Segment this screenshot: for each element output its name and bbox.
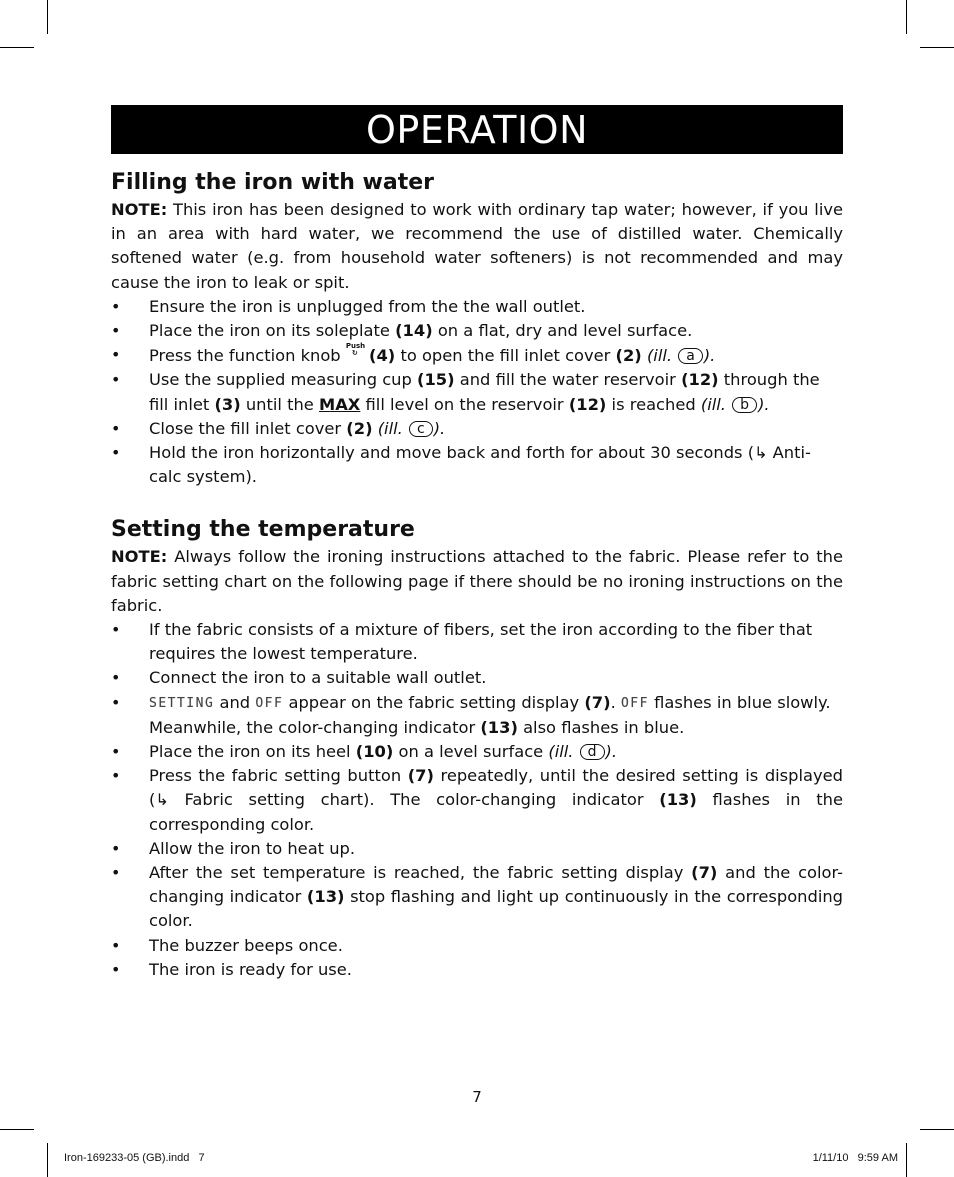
section-filling [111,168,843,489]
lcd-text: SETTING [149,695,215,711]
illustration-badge: c [409,421,433,437]
part-ref: (7) [584,692,611,712]
part-ref: (3) [214,394,241,414]
ill-suffix: ). [433,418,446,438]
item-text: to open the fill inlet cover [400,346,611,366]
crop-mark [906,0,907,34]
part-ref: (13) [480,717,518,737]
lcd-text: OFF [620,695,649,711]
list-item [111,618,843,666]
section-banner [111,105,843,154]
ill-prefix: (ill. [548,742,574,762]
section-temperature [111,515,843,982]
illustration-badge: d [580,744,605,760]
item-text: The buzzer beeps once. [149,935,343,955]
page-content [111,168,843,982]
part-ref: (12) [568,394,607,414]
item-text: is reached [611,394,696,414]
arrow-icon: ↳ [754,443,768,463]
item-text: Press the fabric setting button [149,766,402,786]
section-heading: Filling the iron with water [111,170,435,195]
note-paragraph [111,198,843,295]
item-text: Ensure the iron is unplugged from the the wall outlet. [149,296,586,316]
instruction-list [111,295,843,490]
item-text: Hold the iron horizontally and move back and forth for about 30 seconds ( [149,443,755,463]
list-item [111,691,843,740]
ill-prefix: (ill. [646,346,673,366]
item-text: on a flat, dry and level surface. [437,321,693,341]
list-item [111,368,843,416]
part-ref: (2) [346,418,373,438]
item-text: If the fabric consists of a mixture of fibers, set the iron according to the fiber that requires the lowest temperature. [149,620,813,664]
crop-mark [920,1129,954,1130]
item-text: until the [245,394,314,414]
crop-mark [47,0,48,34]
item-text: on a level surface [398,742,544,762]
crop-mark [920,47,954,48]
list-item [111,295,843,319]
note-paragraph [111,545,843,618]
list-item [111,441,843,489]
item-text: and fill the water reservoir [459,370,676,390]
part-ref: (4) [369,346,396,366]
note-label: NOTE: [111,200,168,219]
item-text: Place the iron on its heel [149,742,351,762]
list-item [111,666,843,690]
item-text: The iron is ready for use. [149,959,352,979]
page-number: 7 [472,1088,482,1106]
knob-label: Push [345,342,366,351]
part-ref: (15) [417,370,455,390]
item-text: fill level on the reservoir [365,394,564,414]
part-ref: (10) [355,742,394,762]
ill-prefix: (ill. [377,418,403,438]
part-ref: (7) [407,766,434,786]
item-text: flashes in blue slowly. Meanwhile, the color-changing indicator [149,692,831,737]
list-item [111,764,843,837]
list-item [111,934,843,958]
part-ref: (7) [691,863,718,883]
item-text: stop flashing and light up continuously in the corresponding color. [149,887,843,931]
note-text: Always follow the ironing instructions attached to the fabric. Please refer to the fabric setting chart on the following page if there should be no ironing instructions on the fabric. [111,547,843,615]
item-text: Connect the iron to a suitable wall outlet. [149,668,487,688]
item-text: Use the supplied measuring cup [149,370,412,390]
list-item [111,417,843,441]
item-text: flashes in the corresponding color. [149,790,843,834]
ill-prefix: (ill. [700,394,726,414]
item-text: also flashes in blue. [523,717,685,737]
item-text: Close the fill inlet cover [149,418,342,438]
note-text: This iron has been designed to work with ordinary tap water; however, if you live in an area with hard water, we recommend the use of distilled water. Chemically softened water (e.g. from household water softeners) is not recommended and may cause the iron to leak or spit. [111,200,843,292]
item-text: appear on the fabric setting display [288,692,580,712]
list-item [111,319,843,343]
crop-mark [0,47,34,48]
item-text: Place the iron on its soleplate [149,321,390,341]
item-text: through the fill inlet [149,370,820,414]
item-text: and [219,692,251,712]
list-item [111,343,843,368]
print-slug-timestamp: 1/11/10 9:59 AM [812,1152,898,1164]
list-item [111,958,843,982]
item-text: Press the function knob [149,346,341,366]
ill-suffix: ). [703,346,716,366]
item-text: repeatedly, until the desired setting is displayed ( [149,766,843,810]
item-text: . [610,692,616,712]
note-label: NOTE: [111,547,168,567]
ill-suffix: ). [605,742,618,762]
illustration-badge: a [678,348,703,364]
list-item [111,861,843,934]
arrow-icon: ↳ [155,790,169,810]
instruction-list [111,618,843,982]
part-ref: (13) [659,790,697,810]
crop-mark [906,1143,907,1177]
item-text: Fabric setting chart). The color-changing indicator [184,790,644,810]
lcd-text: OFF [255,695,284,711]
crop-mark [0,1129,34,1130]
item-text: Allow the iron to heat up. [149,838,356,858]
item-text: Anti-calc system). [149,443,811,487]
part-ref: (14) [395,321,433,341]
item-text: and the color-changing indicator [149,863,843,907]
illustration-badge: b [732,397,757,413]
crop-mark [47,1143,48,1177]
ill-suffix: ). [758,394,770,414]
push-knob-icon: Push ↻ [345,342,366,358]
part-ref: (12) [681,370,719,390]
part-ref: (2) [615,346,642,366]
print-slug-filename: Iron-169233-05 (GB).indd 7 [64,1152,205,1164]
section-heading: Setting the temperature [111,517,415,543]
max-label: MAX [319,394,361,414]
list-item [111,740,843,764]
part-ref: (13) [306,887,345,907]
list-item [111,837,843,861]
banner-title: OPERATION [366,107,588,152]
item-text: After the set temperature is reached, the fabric setting display [149,863,684,883]
